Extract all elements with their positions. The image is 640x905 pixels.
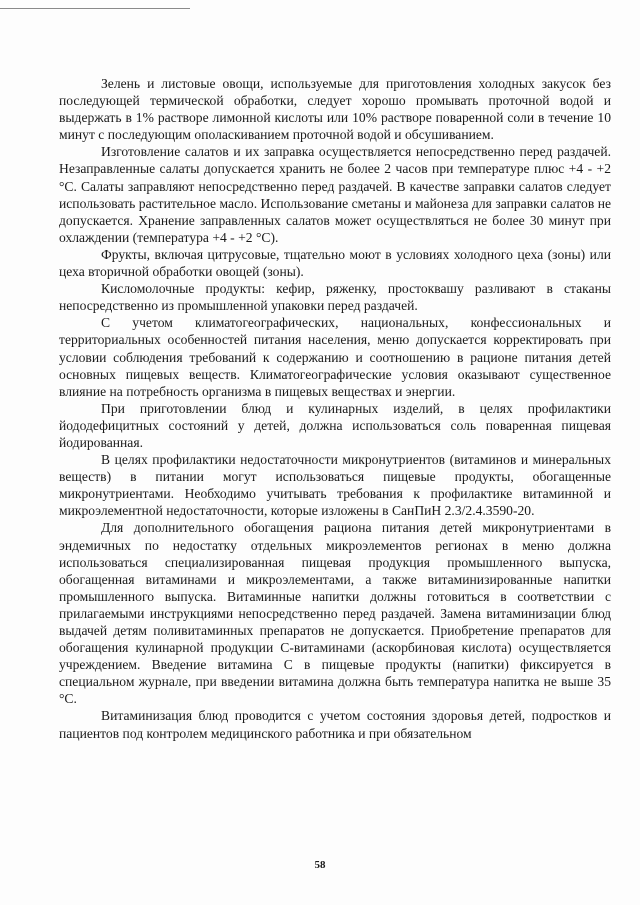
paragraph-menu-adjustment: С учетом климатогеографических, национальных, конфессиональных и территориальных особенностей питания населения, меню допускается корректировать при условии соблюдения требований к содержанию и соотношению в рационе питания детей основных пищевых веществ. Климатогеографические условия оказывают существенное влияние на потребность организма в пищевых веществах и энергии. <box>59 315 611 399</box>
paragraph-fruits: Фрукты, включая цитрусовые, тщательно моют в условиях холодного цеха (зоны) или цеха вторичной обработки овощей (зоны). <box>59 246 611 280</box>
body-text <box>59 75 611 742</box>
paragraph-fortification: Для дополнительного обогащения рациона питания детей микронутриентами в эндемичных по недостатку отдельных микроэлементов регионах в меню должна использоваться специализированная пищевая продукция промышленного выпуска, обогащенная витаминами и микроэлементами, а также витаминизированные напитки промышленного выпуска. Витаминные напитки должны готовиться в соответствии с прилагаемыми инструкциями непосредственно перед раздачей. Замена витаминизации блюд выдачей детям поливитаминных препаратов не допускается. Приобретение препаратов для обогащения кулинарной продукции С-витаминами (аскорбиновая кислота) осуществляется учреждением. Введение витамина С в пищевые продукты (напитки) фиксируется в специальном журнале, при введении витамина должна быть температура напитка не выше 35 °С. <box>59 520 611 707</box>
paragraph-micronutrients: В целях профилактики недостаточности микронутриентов (витаминов и минеральных веществ) в питании могут использоваться пищевые продукты, обогащенные микронутриентами. Необходимо учитывать требования к профилактике витаминной и микроэлементной недостаточности, которые изложены в СанПиН 2.3/2.4.3590-20. <box>59 452 611 519</box>
paragraph-dairy: Кисломолочные продукты: кефир, ряженку, простоквашу разливают в стаканы непосредственно из промышленной упаковки перед раздачей. <box>59 281 611 314</box>
page-number: 58 <box>314 859 326 871</box>
paragraph-greens-washing: Зелень и листовые овощи, используемые для приготовления холодных закусок без последующей термической обработки, следует хорошо промывать проточной водой и выдержать в 1% растворе лимонной кислоты или 10% растворе поваренной соли в течение 10 минут с последующим ополаскиванием проточной водой и обсушиванием. <box>59 76 611 143</box>
paragraph-vitaminization: Витаминизация блюд проводится с учетом состояния здоровья детей, подростков и пациентов под контролем медицинского работника и при обязательном <box>59 708 611 741</box>
scan-edge-line <box>0 8 190 9</box>
paragraph-iodized-salt: При приготовлении блюд и кулинарных изделий, в целях профилактики йододефицитных состояний у детей, должна использоваться соль поваренная пищевая йодированная. <box>59 400 611 450</box>
paragraph-salads-dressing: Изготовление салатов и их заправка осуществляется непосредственно перед раздачей. Незаправленные салаты допускается хранить не более 2 часов при температуре плюс +4 - +2 °С. Салаты заправляют непосредственно перед раздачей. В качестве заправки салатов следует использовать растительное масло. Использование сметаны и майонеза для заправки салатов не допускается. Хранение заправленных салатов может осуществляться не более 30 минут при охлаждении (температура +4 - +2 °С). <box>59 144 611 245</box>
